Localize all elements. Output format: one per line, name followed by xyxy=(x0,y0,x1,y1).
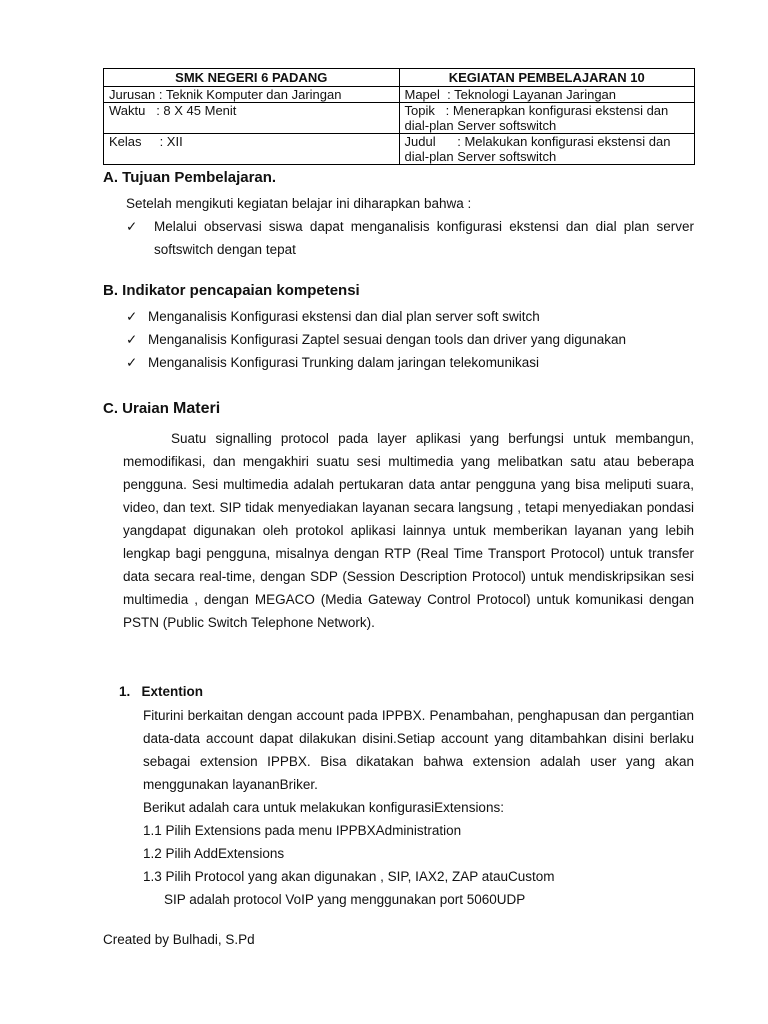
list-item: ✓ Menganalisis Konfigurasi Zaptel sesuai dengan tools dan driver yang digunakan xyxy=(126,328,694,351)
check-icon: ✓ xyxy=(126,355,138,370)
section-b-heading: B. Indikator pencapaian kompetensi xyxy=(103,282,360,299)
topik-line-2: dial-plan Server softswitch xyxy=(404,118,557,133)
steps-intro: Berikut adalah cara untuk melakukan konfigurasiExtensions: xyxy=(143,800,504,815)
check-icon: ✓ xyxy=(126,309,138,324)
list-item: ✓ Melalui observasi siswa dapat menganalisis konfigurasi ekstensi dan dial plan server softswitch dengan tepat xyxy=(126,215,694,261)
waktu-cell: Waktu : 8 X 45 Menit xyxy=(104,103,400,134)
check-icon: ✓ xyxy=(126,332,138,347)
step-1: 1.1 Pilih Extensions pada menu IPPBXAdministration xyxy=(143,823,462,838)
section-a-heading: A. Tujuan Pembelajaran. xyxy=(103,169,277,186)
judul-cell xyxy=(399,134,695,165)
header-table xyxy=(103,68,695,165)
kelas-cell: Kelas : XII xyxy=(104,134,400,165)
check-icon: ✓ xyxy=(126,219,138,234)
section-a-list xyxy=(126,215,694,261)
section-c-paragraph: Suatu signalling protocol pada layer aplikasi yang berfungsi untuk membangun, memodifikasi, dan mengakhiri suatu sesi multimedia yang melibatkan satu atau beberapa pengguna. Sesi multimedia adalah pertukaran data antar pengguna yang bisa meliputi suara, video, dan text. SIP tidak menyediakan layanan secara langsung , tetapi menyediakan pondasi yangdapat digunakan oleh protokol aplikasi lainnya untuk memberikan layanan yang lebih lengkap bagi pengguna, misalnya dengan RTP (Real Time Transport Protocol) untuk transfer data secara real-time, dengan SDP (Session Description Protocol) untuk mendiskripsikan sesi multimedia , dengan MEGACO (Media Gateway Control Protocol) untuk komunikasi dengan PSTN (Public Switch Telephone Network). xyxy=(123,431,694,630)
topik-cell xyxy=(399,103,695,134)
mapel-cell: Mapel : Teknologi Layanan Jaringan xyxy=(399,87,695,103)
jurusan-cell: Jurusan : Teknik Komputer dan Jaringan xyxy=(104,87,400,103)
list-item: ✓ Menganalisis Konfigurasi ekstensi dan dial plan server soft switch xyxy=(126,305,694,328)
step-2: 1.2 Pilih AddExtensions xyxy=(143,846,285,861)
step-3: 1.3 Pilih Protocol yang akan digunakan , SIP, IAX2, ZAP atauCustom xyxy=(143,869,555,884)
judul-line-1: Judul : Melakukan konfigurasi ekstensi dan xyxy=(404,134,671,149)
judul-line-2: dial-plan Server softswitch xyxy=(404,149,557,164)
extention-paragraph: Fiturini berkaitan dengan account pada IPPBX. Penambahan, penghapusan dan pergantian data-data account dapat dilakukan disini.Setiap account yang ditambahkan disini berlaku sebagai extension IPPBX. Bisa dikatakan bahwa extension adalah user yang akan menggunakan layananBriker. xyxy=(143,708,694,792)
extention-heading: 1. Extention xyxy=(119,684,204,699)
list-item: ✓ Menganalisis Konfigurasi Trunking dalam jaringan telekomunikasi xyxy=(126,351,694,374)
section-c-heading: C. Uraian Materi xyxy=(103,400,221,417)
sip-note: SIP adalah protocol VoIP yang menggunakan port 5060UDP xyxy=(164,892,526,907)
footer-author: Created by Bulhadi, S.Pd xyxy=(103,932,255,947)
activity-title: KEGIATAN PEMBELAJARAN 10 xyxy=(399,69,695,87)
topik-line-1: Topik : Menerapkan konfigurasi ekstensi dan xyxy=(404,103,669,118)
section-a-intro: Setelah mengikuti kegiatan belajar ini diharapkan bahwa : xyxy=(126,196,472,211)
section-b-list xyxy=(126,305,694,374)
school-name: SMK NEGERI 6 PADANG xyxy=(104,69,400,87)
